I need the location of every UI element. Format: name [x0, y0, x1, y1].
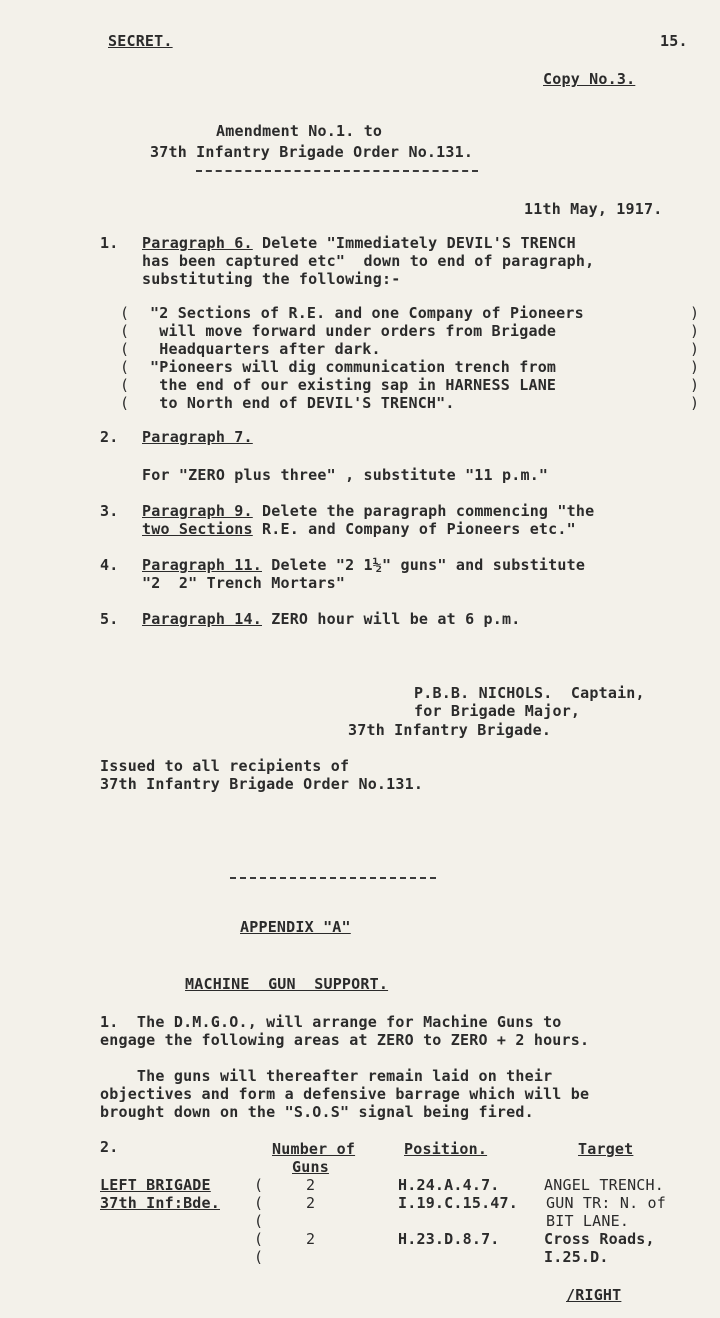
amendment-1-number: 1.	[100, 234, 119, 252]
quote-line-3: Headquarters after dark.	[150, 340, 381, 358]
table-row-3-target-line-2: I.25.D.	[544, 1248, 609, 1266]
table-header-guns-line-2: Guns	[292, 1158, 329, 1176]
quote-line-4: "Pioneers will dig communication trench from	[150, 358, 557, 376]
amendment-3-line-1	[142, 502, 594, 520]
quote-bracket-right: ) ) ) ) ) )	[690, 304, 700, 412]
quote-bracket-left: ( ( ( ( ( (	[120, 304, 130, 412]
amendment-1-line-1-text: Delete "Immediately DEVIL'S TRENCH	[252, 234, 576, 252]
amendment-2-number: 2.	[100, 428, 119, 446]
amendment-1-reference: Paragraph 6.	[142, 234, 253, 252]
amendment-1-line-3: substituting the following:-	[142, 270, 401, 288]
title-divider	[196, 170, 478, 172]
table-header-position: Position.	[404, 1140, 488, 1158]
appendix-para-1-line-1: 1. The D.M.G.O., will arrange for Machine Guns to	[100, 1013, 562, 1031]
amendment-3-number: 3.	[100, 502, 119, 520]
issued-line-2: 37th Infantry Brigade Order No.131.	[100, 775, 424, 793]
table-row-3-target: Cross Roads,	[544, 1230, 655, 1248]
table-row-2-target: GUN TR: N. of	[546, 1194, 666, 1212]
page-number: 15.	[660, 32, 688, 50]
table-row-1-position: H.24.A.4.7.	[398, 1176, 500, 1194]
amendment-5-line-1	[142, 610, 520, 628]
amendment-3-line-1-text: Delete the paragraph commencing "the	[252, 502, 595, 520]
signature-unit: 37th Infantry Brigade.	[348, 721, 552, 739]
table-row-3-position: H.23.D.8.7.	[398, 1230, 500, 1248]
copy-number: Copy No.3.	[543, 70, 636, 88]
classification-label: SECRET.	[108, 32, 173, 50]
amendment-4-reference: Paragraph 11.	[142, 556, 262, 574]
table-header-target: Target	[578, 1140, 634, 1158]
table-row-3-guns: 2	[306, 1230, 316, 1248]
quote-line-6: to North end of DEVIL'S TRENCH".	[150, 394, 455, 412]
table-row-2-guns: 2	[306, 1194, 316, 1212]
amendment-5-line-1-text: ZERO hour will be at 6 p.m.	[262, 610, 521, 628]
appendix-para-3-number: 2.	[100, 1138, 119, 1156]
signature-name: P.B.B. NICHOLS. Captain,	[414, 684, 645, 702]
amendment-4-line-2: "2 2" Trench Mortars"	[142, 574, 346, 592]
amendment-5-number: 5.	[100, 610, 119, 628]
table-header-guns-line-1: Number of	[272, 1140, 356, 1158]
amendment-1-line-1	[142, 234, 576, 252]
quote-line-2: will move forward under orders from Brigade	[150, 322, 557, 340]
appendix-para-1-line-2: engage the following areas at ZERO to ZERO + 2 hours.	[100, 1031, 590, 1049]
title-line-1: Amendment No.1. to	[216, 122, 383, 140]
appendix-para-2-line-2: objectives and form a defensive barrage which will be	[100, 1085, 590, 1103]
signature-role: for Brigade Major,	[414, 702, 581, 720]
issued-line-1: Issued to all recipients of	[100, 757, 350, 775]
table-group-line-2: 37th Inf:Bde.	[100, 1194, 220, 1212]
appendix-title: APPENDIX "A"	[240, 918, 351, 936]
appendix-subtitle: MACHINE GUN SUPPORT.	[185, 975, 389, 993]
table-group-line-1: LEFT BRIGADE	[100, 1176, 211, 1194]
amendment-3-line-2	[142, 520, 576, 538]
amendment-4-number: 4.	[100, 556, 119, 574]
table-row-2-target-line-2: BIT LANE.	[546, 1212, 630, 1230]
continuation-marker: /RIGHT	[566, 1286, 622, 1304]
amendment-2-text: For "ZERO plus three" , substitute "11 p.m."	[142, 466, 549, 484]
table-bracket: ( ( ( ( (	[254, 1176, 264, 1266]
amendment-5-reference: Paragraph 14.	[142, 610, 262, 628]
amendment-3-reference: Paragraph 9.	[142, 502, 253, 520]
quote-line-1: "2 Sections of R.E. and one Company of Pioneers	[150, 304, 584, 322]
amendment-3-line-2-text: R.E. and Company of Pioneers etc."	[252, 520, 576, 538]
amendment-1-line-2: has been captured etc" down to end of paragraph,	[142, 252, 595, 270]
amendment-4-line-1-text: Delete "2 1½" guns" and substitute	[262, 556, 586, 574]
appendix-para-2-line-1: The guns will thereafter remain laid on their	[100, 1067, 553, 1085]
amendment-2-reference: Paragraph 7.	[142, 428, 253, 446]
table-row-2-position: I.19.C.15.47.	[398, 1194, 518, 1212]
table-row-1-guns: 2	[306, 1176, 316, 1194]
section-divider	[230, 877, 436, 879]
appendix-para-2-line-3: brought down on the "S.O.S" signal being fired.	[100, 1103, 534, 1121]
document-date: 11th May, 1917.	[524, 200, 663, 218]
table-row-1-target: ANGEL TRENCH.	[544, 1176, 664, 1194]
amendment-4-line-1	[142, 556, 585, 574]
amendment-3-underlined-words: two Sections	[142, 520, 253, 538]
quote-line-5: the end of our existing sap in HARNESS LANE	[150, 376, 557, 394]
title-line-2: 37th Infantry Brigade Order No.131.	[150, 143, 474, 161]
